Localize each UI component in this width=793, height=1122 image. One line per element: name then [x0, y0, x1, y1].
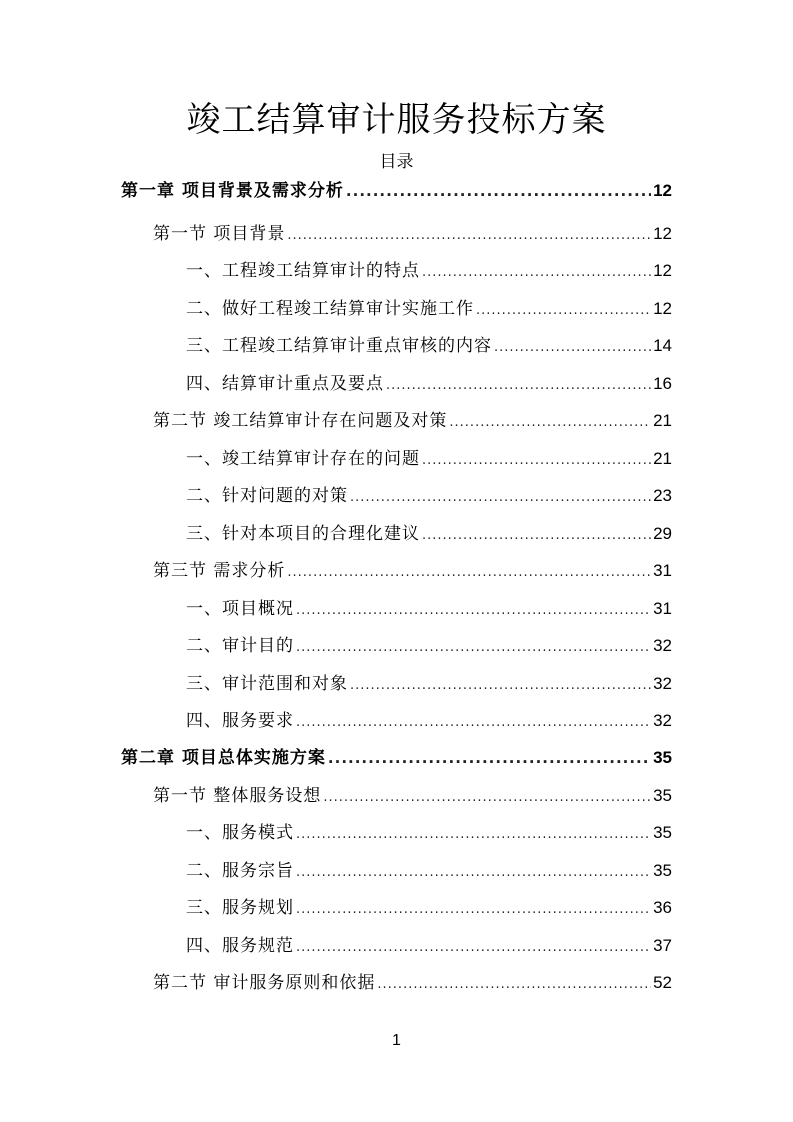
toc-leader-dots	[328, 749, 651, 767]
toc-entry-section[interactable]	[153, 781, 672, 807]
toc-entry-section[interactable]	[153, 406, 672, 432]
toc-entry-label: 三、服务规划	[186, 898, 294, 918]
toc-entry-page: 35	[653, 823, 672, 842]
toc-leader-dots	[346, 182, 651, 200]
toc-entry-page: 31	[653, 561, 672, 580]
toc-entry-page: 32	[653, 636, 672, 655]
toc-entry-label: 第一章 项目背景及需求分析	[121, 181, 344, 201]
toc-entry-page: 35	[653, 748, 672, 767]
toc-entry-page: 37	[653, 936, 672, 955]
toc-entry-page: 16	[653, 374, 672, 393]
toc-entry-label: 第二节 竣工结算审计存在问题及对策	[153, 411, 448, 431]
toc-entry-page: 31	[653, 599, 672, 618]
toc-leader-dots	[296, 827, 651, 842]
toc-entry-subsection[interactable]	[186, 481, 672, 507]
toc-entry-label: 二、服务宗旨	[186, 861, 294, 881]
toc-leader-dots	[296, 640, 651, 655]
toc-entry-page: 12	[653, 181, 672, 200]
toc-entry-page: 52	[653, 973, 672, 992]
toc-entry-label: 一、项目概况	[186, 599, 294, 619]
toc-entry-label: 第二节 审计服务原则和依据	[153, 973, 376, 993]
toc-entry-section[interactable]	[153, 219, 672, 245]
toc-leader-dots	[449, 415, 651, 430]
toc-entry-subsection[interactable]	[186, 706, 672, 732]
toc-leader-dots	[296, 603, 651, 618]
toc-leader-dots	[287, 565, 651, 580]
toc-entry-page: 35	[653, 786, 672, 805]
document-title: 竣工结算审计服务投标方案	[186, 100, 607, 140]
toc-leader-dots	[296, 902, 651, 917]
toc-leader-dots	[494, 340, 651, 355]
toc-entry-label: 四、结算审计重点及要点	[186, 374, 384, 394]
toc-leader-dots	[296, 715, 651, 730]
toc-entry-label: 第一节 项目背景	[153, 224, 286, 244]
toc-entry-label: 三、针对本项目的合理化建议	[186, 524, 420, 544]
toc-entry-label: 一、工程竣工结算审计的特点	[186, 261, 420, 281]
toc-entry-label: 二、做好工程竣工结算审计实施工作	[186, 299, 474, 319]
toc-entry-label: 一、竣工结算审计存在的问题	[186, 449, 420, 469]
toc-entry-section[interactable]	[153, 968, 672, 994]
toc-entry-subsection[interactable]	[186, 631, 672, 657]
toc-entry-label: 一、服务模式	[186, 823, 294, 843]
toc-leader-dots	[296, 865, 651, 880]
toc-entry-page: 35	[653, 861, 672, 880]
toc-heading: 目录	[379, 152, 414, 172]
toc-leader-dots	[422, 265, 651, 280]
toc-leader-dots	[422, 453, 651, 468]
toc-leader-dots	[377, 977, 651, 992]
toc-entry-label: 第二章 项目总体实施方案	[121, 748, 326, 768]
toc-leader-dots	[386, 378, 651, 393]
toc-entry-subsection[interactable]	[186, 331, 672, 357]
toc-entry-subsection[interactable]	[186, 294, 672, 320]
toc-entry-subsection[interactable]	[186, 931, 672, 957]
toc-entry-chapter[interactable]	[121, 176, 672, 202]
toc-entry-subsection[interactable]	[186, 893, 672, 919]
toc-entry-subsection[interactable]	[186, 594, 672, 620]
toc-entry-label: 四、服务要求	[186, 711, 294, 731]
toc-entry-label: 四、服务规范	[186, 936, 294, 956]
toc-leader-dots	[476, 303, 651, 318]
toc-entry-page: 14	[653, 336, 672, 355]
toc-entry-subsection[interactable]	[186, 256, 672, 282]
toc-leader-dots	[350, 490, 651, 505]
toc-entry-label: 三、审计范围和对象	[186, 674, 348, 694]
toc-entry-subsection[interactable]	[186, 519, 672, 545]
toc-entry-page: 32	[653, 674, 672, 693]
toc-entry-label: 第三节 需求分析	[153, 561, 286, 581]
toc-leader-dots	[323, 790, 651, 805]
toc-leader-dots	[350, 678, 651, 693]
toc-entry-label: 二、针对问题的对策	[186, 486, 348, 506]
page-number: 1	[392, 1032, 401, 1049]
toc-entry-subsection[interactable]	[186, 818, 672, 844]
toc-entry-subsection[interactable]	[186, 669, 672, 695]
toc-entry-page: 29	[653, 524, 672, 543]
toc-entry-label: 第一节 整体服务设想	[153, 786, 322, 806]
toc-leader-dots	[296, 940, 651, 955]
toc-entry-chapter[interactable]	[121, 743, 672, 769]
toc-entry-page: 12	[653, 224, 672, 243]
toc-entry-page: 32	[653, 711, 672, 730]
toc-entry-page: 21	[653, 411, 672, 430]
toc-entry-label: 三、工程竣工结算审计重点审核的内容	[186, 336, 492, 356]
toc-leader-dots	[287, 228, 651, 243]
toc-entry-subsection[interactable]	[186, 369, 672, 395]
toc-entry-section[interactable]	[153, 556, 672, 582]
toc-entry-page: 12	[653, 261, 672, 280]
toc-entry-page: 23	[653, 486, 672, 505]
toc-leader-dots	[422, 528, 651, 543]
toc-entry-subsection[interactable]	[186, 856, 672, 882]
toc-entry-page: 21	[653, 449, 672, 468]
toc-entry-label: 二、审计目的	[186, 636, 294, 656]
toc-entry-page: 12	[653, 299, 672, 318]
toc-entry-page: 36	[653, 898, 672, 917]
toc-entry-subsection[interactable]	[186, 444, 672, 470]
